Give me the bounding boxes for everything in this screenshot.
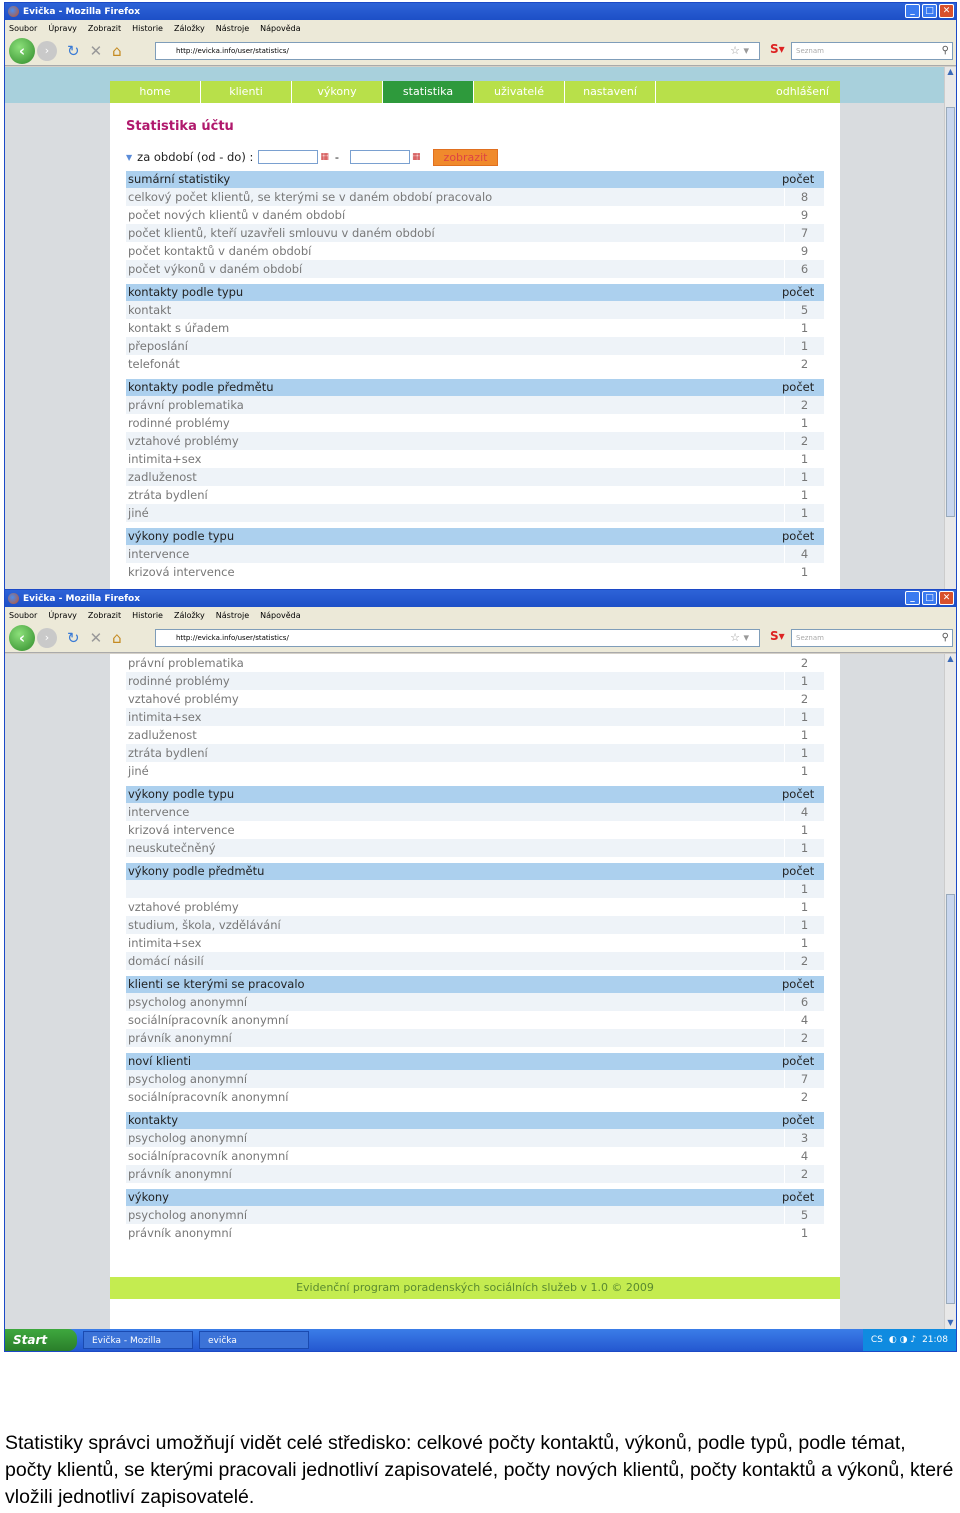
filter-dash: - (334, 150, 340, 164)
table-row (126, 504, 824, 522)
menu-file[interactable]: Soubor (9, 23, 38, 33)
bookmark-star-icon[interactable]: ☆ ▾ (730, 631, 749, 644)
row-value: 1 (784, 726, 824, 744)
section-title: klienti se kterými se pracovalo (128, 977, 305, 991)
scroll-down-icon[interactable]: ▼ (947, 1318, 954, 1327)
row-value: 4 (784, 803, 824, 821)
row-label: ztráta bydlení (128, 746, 208, 760)
site-footer: Evidenční program poradenských sociálních služeb v 1.0 © 2009 (110, 1277, 840, 1299)
section-header (126, 976, 824, 993)
row-value: 1 (784, 414, 824, 432)
search-icon[interactable]: ⚲ (941, 45, 949, 56)
table-row (126, 1088, 824, 1106)
row-value: 1 (784, 450, 824, 468)
section-title: noví klienti (128, 1054, 192, 1068)
row-value: 9 (784, 206, 824, 224)
search-placeholder: Seznam (796, 634, 824, 642)
row-value: 7 (784, 224, 824, 242)
search-input[interactable] (791, 42, 953, 60)
section-services-type (126, 528, 824, 581)
date-to-input[interactable] (350, 150, 410, 164)
table-row (126, 898, 824, 916)
row-label: přeposlání (128, 339, 188, 353)
section-header (126, 1112, 824, 1129)
table-row (126, 486, 824, 504)
vertical-scrollbar[interactable] (944, 67, 956, 589)
row-label: jiné (128, 506, 149, 520)
language-indicator[interactable]: CS (870, 1335, 883, 1345)
taskbar-item-evicka[interactable]: evička (199, 1331, 309, 1349)
row-value: 5 (784, 301, 824, 319)
vertical-scrollbar[interactable] (944, 654, 956, 1329)
section-title: výkony podle typu (128, 529, 235, 543)
section-summary (126, 171, 824, 278)
table-row (126, 916, 824, 934)
forward-arrow-icon[interactable]: › (37, 628, 57, 648)
caption-text: Statistiky správci umožňují vidět celé středisko: celkové počty kontaktů, výkonů, podle typů, podle témat, počty klientů, se kterými pracovali jednotliví zapisovatelé, počty nových klientů, počty kontaktů a výkonů, které vložili jednotliví zapisovatelé. (5, 1432, 954, 1508)
table-row (126, 1011, 824, 1029)
table-row (126, 672, 824, 690)
table-row (126, 1206, 824, 1224)
row-value: 1 (784, 563, 824, 581)
section-services (126, 1189, 824, 1242)
navigation-toolbar (5, 623, 956, 653)
show-button[interactable]: zobrazit (433, 149, 499, 166)
row-label: domácí násilí (128, 954, 204, 968)
row-value: 4 (784, 1011, 824, 1029)
reload-icon[interactable]: ↻ (67, 41, 80, 60)
table-row (126, 1224, 824, 1242)
row-label: rodinné problémy (128, 674, 230, 688)
row-label: právní problematika (128, 656, 244, 670)
section-services-type (126, 786, 824, 857)
row-label: ztráta bydlení (128, 488, 208, 502)
section-header (126, 863, 824, 880)
menu-edit[interactable]: Úpravy (48, 23, 77, 33)
search-icon[interactable]: ⚲ (941, 632, 949, 643)
search-engine-icon[interactable]: S▾ (770, 42, 785, 56)
row-value: 1 (784, 672, 824, 690)
section-clients-worked (126, 976, 824, 1047)
scrollbar-thumb[interactable] (946, 107, 955, 517)
row-label: krizová intervence (128, 565, 235, 579)
table-row (126, 993, 824, 1011)
table-row (126, 396, 824, 414)
row-label: neuskutečněný (128, 841, 216, 855)
nav-statistika[interactable]: statistika (383, 81, 474, 103)
table-row (126, 319, 824, 337)
row-label: sociálnípracovník anonymní (128, 1013, 289, 1027)
row-label: jiné (128, 764, 149, 778)
navigation-toolbar (5, 36, 956, 66)
table-row (126, 468, 824, 486)
table-row (126, 414, 824, 432)
row-label: krizová intervence (128, 823, 235, 837)
bookmark-star-icon[interactable]: ☆ ▾ (730, 44, 749, 57)
calendar-icon[interactable]: ▦ (412, 152, 421, 162)
row-label: rodinné problémy (128, 416, 230, 430)
row-label: kontakt s úřadem (128, 321, 230, 335)
system-tray (863, 1329, 956, 1351)
filter-label: za období (od - do) : (137, 150, 254, 164)
search-placeholder: Seznam (796, 47, 824, 55)
table-row (126, 821, 824, 839)
row-value: 2 (784, 654, 824, 672)
section-title: kontakty (128, 1113, 179, 1127)
section-title: výkony (128, 1190, 169, 1204)
count-header: počet (782, 529, 815, 543)
scroll-up-icon[interactable]: ▲ (947, 654, 954, 663)
menu-tools[interactable]: Nástroje (215, 23, 250, 33)
row-value: 1 (784, 468, 824, 486)
table-row (126, 355, 824, 373)
nav-home[interactable]: home (110, 81, 201, 103)
row-label: počet nových klientů v daném období (128, 208, 346, 222)
url-text: http://evicka.info/user/statistics/ (176, 634, 289, 642)
menu-bar (5, 607, 956, 623)
row-value: 4 (784, 1147, 824, 1165)
url-bar[interactable] (155, 629, 760, 647)
section-contacts (126, 1112, 824, 1183)
section-header (126, 284, 824, 301)
page-viewport (5, 654, 944, 1329)
clock: 21:08 (922, 1335, 948, 1345)
row-label: intimita+sex (128, 936, 202, 950)
reload-icon[interactable]: ↻ (67, 628, 80, 647)
count-header: počet (782, 172, 815, 186)
row-label: intimita+sex (128, 452, 202, 466)
row-label: telefonát (128, 357, 180, 371)
nav-nastaveni[interactable]: nastavení (565, 81, 656, 103)
section-title: výkony podle předmětu (128, 864, 265, 878)
page-title: Statistika účtu (126, 119, 234, 134)
count-header: počet (782, 787, 815, 801)
home-icon[interactable]: ⌂ (112, 628, 122, 647)
row-label: počet klientů, kteří uzavřeli smlouvu v daném období (128, 226, 435, 240)
start-button[interactable]: Start (5, 1329, 77, 1351)
row-value: 2 (784, 690, 824, 708)
row-label: kontakt (128, 303, 172, 317)
home-icon[interactable]: ⌂ (112, 41, 122, 60)
row-value: 1 (784, 486, 824, 504)
count-header: počet (782, 1190, 815, 1204)
close-button[interactable]: ✕ (939, 591, 954, 605)
count-header: počet (782, 1054, 815, 1068)
count-header: počet (782, 977, 815, 991)
row-value: 2 (784, 396, 824, 414)
table-row (126, 450, 824, 468)
minimize-button[interactable]: _ (905, 4, 920, 18)
table-row (126, 952, 824, 970)
row-value: 9 (784, 242, 824, 260)
section-header (126, 171, 824, 188)
stop-icon[interactable]: ✕ (89, 628, 103, 647)
row-label: celkový počet klientů, se kterými se v daném období pracovalo (128, 190, 493, 204)
firefox-icon (8, 593, 19, 604)
row-label: právník anonymní (128, 1226, 232, 1240)
page-content (110, 81, 840, 589)
count-header: počet (782, 285, 815, 299)
date-from-input[interactable] (258, 150, 318, 164)
table-row (126, 563, 824, 581)
table-row (126, 708, 824, 726)
nav-logout[interactable]: odhlášení (775, 85, 829, 98)
nav-uzivatele[interactable]: uživatelé (474, 81, 565, 103)
maximize-button[interactable]: □ (922, 591, 937, 605)
row-label: právník anonymní (128, 1031, 232, 1045)
menu-file[interactable]: Soubor (9, 610, 38, 620)
section-contacts-subject (126, 654, 824, 780)
table-row (126, 934, 824, 952)
section-header (126, 1189, 824, 1206)
row-label: intervence (128, 805, 190, 819)
taskbar-item-firefox[interactable]: Evička - Mozilla Firefox (83, 1331, 193, 1349)
row-value: 1 (784, 839, 824, 857)
row-label: psycholog anonymní (128, 1131, 248, 1145)
row-label: právní problematika (128, 398, 244, 412)
row-value: 2 (784, 1165, 824, 1183)
row-label: psycholog anonymní (128, 1072, 248, 1086)
menu-view[interactable]: Zobrazit (87, 23, 122, 33)
row-value: 1 (784, 744, 824, 762)
section-services-subject (126, 863, 824, 970)
table-row (126, 242, 824, 260)
row-value: 1 (784, 708, 824, 726)
table-row (126, 762, 824, 780)
table-row (126, 432, 824, 450)
table-row (126, 1029, 824, 1047)
row-label: psycholog anonymní (128, 1208, 248, 1222)
section-header (126, 1053, 824, 1070)
browser-window-bottom (4, 589, 957, 1364)
back-arrow-icon[interactable]: ‹ (9, 625, 35, 651)
window-title: Evička - Mozilla Firefox (23, 593, 141, 604)
main-nav (110, 81, 840, 103)
row-label: zadluženost (128, 728, 197, 742)
section-title: kontakty podle typu (128, 285, 244, 299)
menu-history[interactable]: Historie (132, 610, 163, 620)
row-value: 2 (784, 1029, 824, 1047)
section-title: kontakty podle předmětu (128, 380, 274, 394)
row-value: 2 (784, 1088, 824, 1106)
table-row (126, 206, 824, 224)
count-header: počet (782, 864, 815, 878)
section-title: výkony podle typu (128, 787, 235, 801)
taskbar (5, 1329, 956, 1364)
maximize-button[interactable]: □ (922, 4, 937, 18)
menu-bar (5, 20, 956, 36)
row-value: 5 (784, 1206, 824, 1224)
row-label: právník anonymní (128, 1167, 232, 1181)
nav-klienti[interactable]: klienti (201, 81, 292, 103)
menu-history[interactable]: Historie (132, 23, 163, 33)
row-value: 3 (784, 1129, 824, 1147)
menu-bookmarks[interactable]: Záložky (173, 23, 205, 33)
row-value: 8 (784, 188, 824, 206)
row-value: 1 (784, 821, 824, 839)
section-header (126, 786, 824, 803)
section-header (126, 528, 824, 545)
section-contacts-subject (126, 379, 824, 522)
menu-help[interactable]: Nápověda (260, 23, 301, 33)
table-row (126, 803, 824, 821)
menu-view[interactable]: Zobrazit (87, 610, 122, 620)
table-row (126, 301, 824, 319)
minimize-button[interactable]: _ (905, 591, 920, 605)
menu-edit[interactable]: Úpravy (48, 610, 77, 620)
row-label: zadluženost (128, 470, 197, 484)
table-row (126, 880, 824, 898)
row-label: vztahové problémy (128, 434, 239, 448)
tray-icons: ◐ ◑ ♪ (888, 1335, 917, 1345)
url-bar[interactable] (155, 42, 760, 60)
row-value: 1 (784, 319, 824, 337)
stats-tables (126, 171, 824, 587)
row-label: počet výkonů v daném období (128, 262, 303, 276)
row-value: 2 (784, 355, 824, 373)
nav-vykony[interactable]: výkony (292, 81, 383, 103)
row-label: vztahové problémy (128, 692, 239, 706)
table-row (126, 744, 824, 762)
row-label: studium, škola, vzdělávání (128, 918, 281, 932)
calendar-icon[interactable]: ▦ (320, 152, 329, 162)
row-value: 1 (784, 504, 824, 522)
row-value: 2 (784, 952, 824, 970)
collapse-triangle-icon[interactable]: ▼ (126, 152, 133, 162)
section-contacts-type (126, 284, 824, 373)
title-bar (5, 3, 956, 20)
url-text: http://evicka.info/user/statistics/ (176, 47, 289, 55)
row-label: počet kontaktů v daném období (128, 244, 312, 258)
count-header: počet (782, 1113, 815, 1127)
row-value: 2 (784, 432, 824, 450)
page-viewport (5, 67, 944, 589)
stop-icon[interactable]: ✕ (89, 41, 103, 60)
row-label: sociálnípracovník anonymní (128, 1090, 289, 1104)
row-label: intervence (128, 547, 190, 561)
row-value: 1 (784, 916, 824, 934)
table-row (126, 224, 824, 242)
scrollbar-thumb[interactable] (946, 894, 955, 1304)
scroll-up-icon[interactable]: ▲ (947, 67, 954, 76)
section-title: sumární statistiky (128, 172, 231, 186)
table-row (126, 726, 824, 744)
row-value: 6 (784, 260, 824, 278)
table-row (126, 1070, 824, 1088)
table-row (126, 690, 824, 708)
row-value: 1 (784, 934, 824, 952)
row-value: 1 (784, 898, 824, 916)
close-button[interactable]: ✕ (939, 4, 954, 18)
forward-arrow-icon[interactable]: › (37, 41, 57, 61)
back-arrow-icon[interactable]: ‹ (9, 38, 35, 64)
row-label: psycholog anonymní (128, 995, 248, 1009)
firefox-icon (8, 6, 19, 17)
title-bar (5, 590, 956, 607)
row-value: 1 (784, 762, 824, 780)
table-row (126, 188, 824, 206)
period-filter (126, 148, 840, 166)
search-engine-icon[interactable]: S▾ (770, 629, 785, 643)
row-value: 1 (784, 337, 824, 355)
menu-tools[interactable]: Nástroje (215, 610, 250, 620)
table-row (126, 545, 824, 563)
browser-window-top (4, 2, 957, 590)
row-label: intimita+sex (128, 710, 202, 724)
row-value: 7 (784, 1070, 824, 1088)
table-row (126, 654, 824, 672)
table-row (126, 1165, 824, 1183)
table-row (126, 1129, 824, 1147)
row-value: 1 (784, 1224, 824, 1242)
section-header (126, 379, 824, 396)
row-label: sociálnípracovník anonymní (128, 1149, 289, 1163)
table-row (126, 1147, 824, 1165)
menu-help[interactable]: Nápověda (260, 610, 301, 620)
table-row (126, 337, 824, 355)
row-value: 6 (784, 993, 824, 1011)
row-value: 1 (784, 880, 824, 898)
window-title: Evička - Mozilla Firefox (23, 6, 141, 17)
menu-bookmarks[interactable]: Záložky (173, 610, 205, 620)
stats-tables (126, 654, 824, 1248)
section-new-clients (126, 1053, 824, 1106)
count-header: počet (782, 380, 815, 394)
row-value: 4 (784, 545, 824, 563)
row-label: vztahové problémy (128, 900, 239, 914)
table-row (126, 839, 824, 857)
search-input[interactable] (791, 629, 953, 647)
page-content (110, 654, 840, 1329)
table-row (126, 260, 824, 278)
